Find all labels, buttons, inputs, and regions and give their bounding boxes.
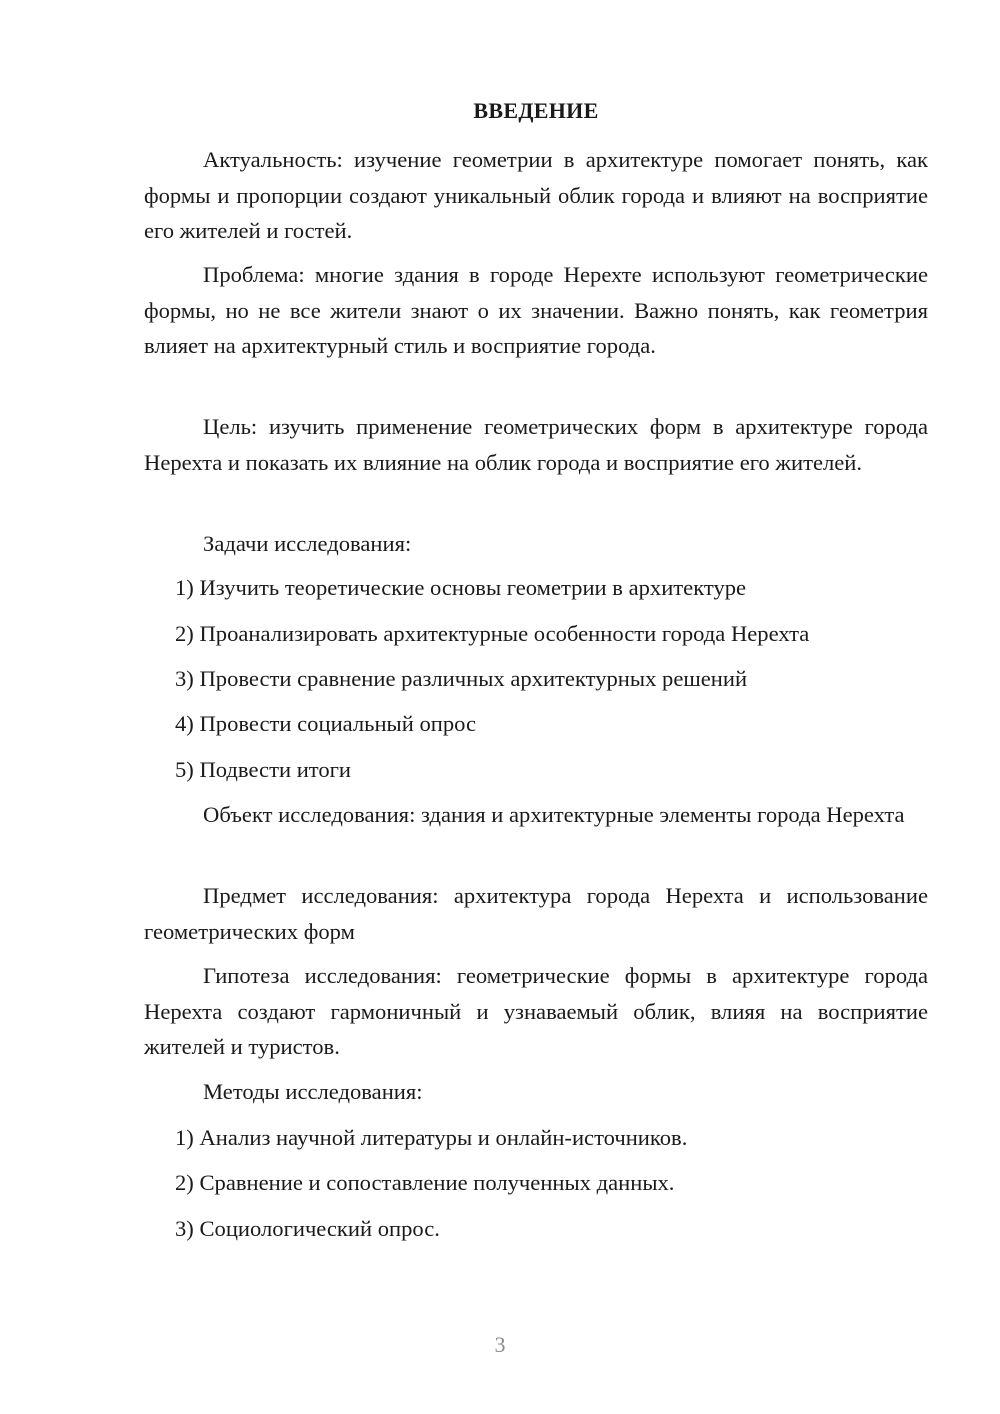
task-item: 1) Изучить теоретические основы геометрии в архитектуре bbox=[175, 575, 747, 600]
hypothesis-paragraph: Гипотеза исследования: геометрические формы в архитектуре города Нерехта создают гармоничный и узнаваемый облик, влияя на восприятие жителей и туристов. bbox=[144, 963, 928, 1059]
task-item: 4) Провести социальный опрос bbox=[175, 711, 477, 736]
methods-heading: Методы исследования: bbox=[203, 1079, 423, 1104]
task-item: 2) Проанализировать архитектурные особенности города Нерехта bbox=[175, 621, 810, 646]
tasks-heading: Задачи исследования: bbox=[203, 531, 412, 556]
task-item: 3) Провести сравнение различных архитектурных решений bbox=[175, 666, 748, 691]
subject-paragraph: Предмет исследования: архитектура города Нерехта и использование геометрических форм bbox=[144, 883, 928, 944]
page-number: 3 bbox=[494, 1332, 506, 1357]
method-item: 2) Сравнение и сопоставление полученных данных. bbox=[175, 1170, 675, 1195]
problem-paragraph: Проблема: многие здания в городе Нерехте используют геометрические формы, но не все жители знают о их значении. Важно понять, как геометрия влияет на архитектурный стиль и восприятие города. bbox=[144, 262, 928, 358]
relevance-paragraph: Актуальность: изучение геометрии в архитектуре помогает понять, как формы и пропорции создают уникальный облик города и влияют на восприятие его жителей и гостей. bbox=[144, 147, 928, 243]
goal-paragraph: Цель: изучить применение геометрических форм в архитектуре города Нерехта и показать их влияние на облик города и восприятие его жителей. bbox=[144, 414, 928, 475]
section-title: ВВЕДЕНИЕ bbox=[473, 98, 599, 123]
task-item: 5) Подвести итоги bbox=[175, 757, 352, 782]
object-paragraph: Объект исследования: здания и архитектурные элементы города Нерехта bbox=[203, 802, 905, 827]
method-item: 1) Анализ научной литературы и онлайн-источников. bbox=[175, 1125, 688, 1150]
method-item: 3) Социологический опрос. bbox=[175, 1216, 440, 1241]
